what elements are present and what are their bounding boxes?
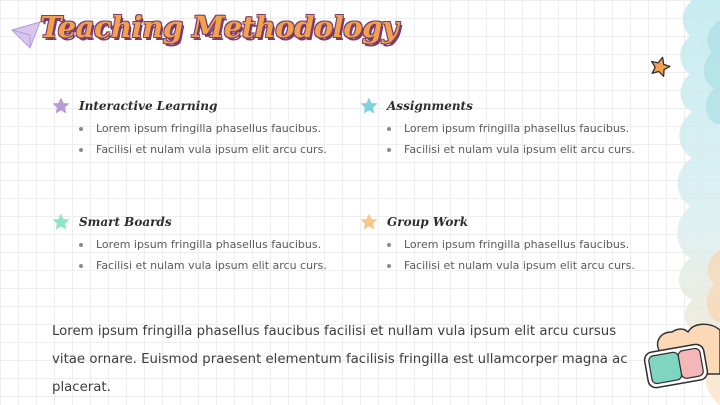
- section-heading: Group Work: [387, 215, 469, 229]
- section-assignments: [360, 97, 635, 160]
- list-item: Facilisi et nulam vula ipsum elit arcu curs.: [96, 139, 327, 160]
- list-item: Facilisi et nulam vula ipsum elit arcu curs.: [96, 255, 327, 276]
- section-heading: Interactive Learning: [79, 99, 218, 113]
- star-icon: [360, 213, 378, 231]
- section-interactive-learning: [52, 97, 327, 160]
- summary-paragraph: Lorem ipsum fringilla phasellus faucibus facilisi et nullam vula ipsum elit arcu cursus vitae ornare. Euismod praesent elementum facilisis fringilla est ullamcorper magna ac placerat.: [52, 324, 628, 395]
- bullet-list: [360, 118, 635, 160]
- list-item: Lorem ipsum fringilla phasellus faucibus.: [404, 118, 635, 139]
- section-heading: Smart Boards: [79, 215, 172, 229]
- page-title: Teaching Methodology: [40, 10, 399, 44]
- list-item: Lorem ipsum fringilla phasellus faucibus.: [96, 118, 327, 139]
- section-heading: Assignments: [387, 99, 473, 113]
- star-icon: [52, 213, 70, 231]
- bullet-list: [52, 234, 327, 276]
- list-item: Lorem ipsum fringilla phasellus faucibus.: [404, 234, 635, 255]
- star-icon: [649, 55, 672, 77]
- star-icon: [360, 97, 378, 115]
- bullet-list: [52, 118, 327, 160]
- section-smart-boards: [52, 213, 327, 276]
- bullet-list: [360, 234, 635, 276]
- list-item: Lorem ipsum fringilla phasellus faucibus.: [96, 234, 327, 255]
- section-group-work: [360, 213, 635, 276]
- list-item: Facilisi et nulam vula ipsum elit arcu curs.: [404, 255, 635, 276]
- star-icon: [52, 97, 70, 115]
- paper-plane-icon: [12, 22, 40, 48]
- eraser-icon: [643, 343, 708, 389]
- list-item: Facilisi et nulam vula ipsum elit arcu curs.: [404, 139, 635, 160]
